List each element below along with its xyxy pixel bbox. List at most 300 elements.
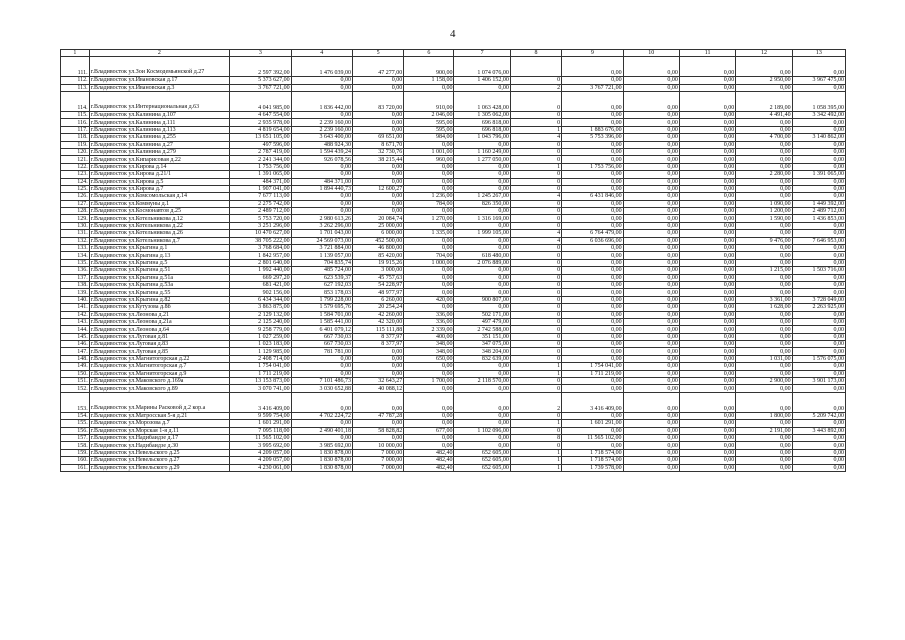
- value-cell: 0,00: [679, 245, 735, 252]
- value-cell: 0,00: [291, 171, 352, 178]
- value-cell: 1 063 428,00: [454, 91, 510, 111]
- table-row: [61, 412, 846, 419]
- value-cell: 9 258 779,00: [230, 326, 291, 333]
- row-number-cell: 122.: [61, 163, 90, 170]
- value-cell: 1 999 105,00: [454, 230, 510, 237]
- value-cell: 0: [510, 171, 561, 178]
- value-cell: 0: [510, 215, 561, 222]
- value-cell: 0,00: [736, 274, 792, 281]
- value-cell: 0,00: [679, 348, 735, 355]
- value-cell: 0,00: [623, 435, 679, 442]
- address-cell: г.Владивосток ул.Кирова д.7: [89, 185, 229, 192]
- value-cell: 7 101 486,73: [291, 378, 352, 385]
- value-cell: 0,00: [679, 178, 735, 185]
- table-row: [61, 193, 846, 200]
- value-cell: 0,00: [736, 222, 792, 229]
- value-cell: 0,00: [562, 427, 623, 434]
- value-cell: 2 490 401,18: [291, 427, 352, 434]
- value-cell: 0: [510, 289, 561, 296]
- value-cell: 6 000,00: [353, 230, 404, 237]
- value-cell: 0,00: [404, 274, 454, 281]
- row-number-cell: 142.: [61, 311, 90, 318]
- row-number-cell: 140.: [61, 296, 90, 303]
- value-cell: 0,00: [679, 119, 735, 126]
- value-cell: 0,00: [404, 267, 454, 274]
- value-cell: 0,00: [679, 363, 735, 370]
- table-row: [61, 363, 846, 370]
- value-cell: 0,00: [454, 435, 510, 442]
- value-cell: 0,00: [623, 289, 679, 296]
- value-cell: 0,00: [562, 412, 623, 419]
- value-cell: 488 924,30: [291, 141, 352, 148]
- value-cell: 0,00: [562, 215, 623, 222]
- value-cell: 0,00: [679, 222, 735, 229]
- value-cell: 0,00: [736, 311, 792, 318]
- row-number-cell: 160.: [61, 457, 90, 464]
- table-row: [61, 237, 846, 244]
- value-cell: 652 605,00: [454, 464, 510, 471]
- value-cell: 3 416 409,00: [562, 392, 623, 412]
- row-number-cell: 143.: [61, 318, 90, 325]
- value-cell: 3 361,00: [736, 296, 792, 303]
- value-cell: 0,00: [792, 420, 845, 427]
- value-cell: 0,00: [679, 341, 735, 348]
- value-cell: 1 236,00: [404, 193, 454, 200]
- value-cell: 1 270,00: [404, 215, 454, 222]
- value-cell: 420,00: [404, 296, 454, 303]
- value-cell: 0: [510, 311, 561, 318]
- address-cell: г.Владивосток ул.Кирова д.14: [89, 163, 229, 170]
- value-cell: 0,00: [291, 435, 352, 442]
- value-cell: 0,00: [291, 208, 352, 215]
- value-cell: 0,00: [792, 435, 845, 442]
- value-cell: 347 075,00: [454, 341, 510, 348]
- value-cell: 1 711 219,00: [562, 370, 623, 377]
- address-cell: г.Владивосток ул.Ивановская д.17: [89, 77, 229, 84]
- value-cell: 0,00: [792, 341, 845, 348]
- table-row: [61, 281, 846, 288]
- value-cell: 0: [510, 296, 561, 303]
- value-cell: 0,00: [623, 141, 679, 148]
- value-cell: 0,00: [454, 385, 510, 392]
- value-cell: 0,00: [792, 281, 845, 288]
- table-row: [61, 378, 846, 385]
- value-cell: 2 489 712,00: [792, 208, 845, 215]
- column-header: 8: [510, 50, 561, 57]
- value-cell: 1 391 065,00: [230, 171, 291, 178]
- table-row: [61, 222, 846, 229]
- value-cell: 0,00: [562, 57, 623, 77]
- value-cell: 0,00: [562, 304, 623, 311]
- value-cell: 2 935 978,00: [230, 119, 291, 126]
- value-cell: 0,00: [562, 355, 623, 362]
- value-cell: 1 074 076,00: [454, 57, 510, 77]
- value-cell: 3 967 475,00: [792, 77, 845, 84]
- address-cell: г.Владивосток ул.Крыгина д.82: [89, 296, 229, 303]
- value-cell: 0: [510, 412, 561, 419]
- value-cell: 0,00: [623, 111, 679, 118]
- value-cell: 0,00: [736, 193, 792, 200]
- value-cell: 0,00: [404, 237, 454, 244]
- value-cell: 0,00: [679, 412, 735, 419]
- table-row: [61, 111, 846, 118]
- value-cell: 6 260,00: [353, 296, 404, 303]
- value-cell: 0,00: [404, 385, 454, 392]
- value-cell: 0: [510, 111, 561, 118]
- table-row: [61, 163, 846, 170]
- table-row: [61, 178, 846, 185]
- row-number-cell: 137.: [61, 274, 90, 281]
- value-cell: 2 239 160,00: [291, 126, 352, 133]
- value-cell: 13 651 105,00: [230, 134, 291, 141]
- address-cell: г.Владивосток ул.Котельникова д.12: [89, 215, 229, 222]
- value-cell: 38 215,44: [353, 156, 404, 163]
- table-row: [61, 449, 846, 456]
- value-cell: 0,00: [679, 311, 735, 318]
- value-cell: 4 700,00: [736, 134, 792, 141]
- address-cell: г.Владивосток ул.Крыгина д.51: [89, 267, 229, 274]
- row-number-cell: 149.: [61, 363, 90, 370]
- row-number-cell: 135.: [61, 259, 90, 266]
- value-cell: 85 420,00: [353, 252, 404, 259]
- value-cell: 0,00: [623, 171, 679, 178]
- value-cell: 4: [510, 230, 561, 237]
- address-cell: г.Владивосток ул.Магнитогорская д.9: [89, 370, 229, 377]
- table-row: [61, 274, 846, 281]
- value-cell: 8 377,97: [353, 341, 404, 348]
- value-cell: 1 406 152,00: [454, 77, 510, 84]
- value-cell: 0,00: [623, 200, 679, 207]
- value-cell: 0,00: [404, 185, 454, 192]
- value-cell: 0,00: [679, 296, 735, 303]
- value-cell: 0,00: [562, 333, 623, 340]
- value-cell: 0,00: [562, 289, 623, 296]
- table-row: [61, 370, 846, 377]
- value-cell: 0,00: [562, 178, 623, 185]
- value-cell: 1 335,00: [404, 230, 454, 237]
- address-cell: г.Владивосток ул.Калинина д.113: [89, 126, 229, 133]
- value-cell: 0,00: [623, 318, 679, 325]
- value-cell: 1: [510, 163, 561, 170]
- table-row: [61, 333, 846, 340]
- value-cell: 1 842 957,00: [230, 252, 291, 259]
- table-row: [61, 77, 846, 84]
- value-cell: 0,00: [623, 259, 679, 266]
- value-cell: 32 730,76: [353, 148, 404, 155]
- value-cell: 669 297,20: [230, 274, 291, 281]
- value-cell: 10 000,00: [353, 442, 404, 449]
- value-cell: 0,00: [562, 222, 623, 229]
- value-cell: 4: [510, 193, 561, 200]
- address-cell: г.Владивосток ул.Коммуны д.1: [89, 200, 229, 207]
- value-cell: 42 320,00: [353, 318, 404, 325]
- value-cell: 2 980 613,26: [291, 215, 352, 222]
- value-cell: 1 718 574,00: [562, 457, 623, 464]
- row-number-cell: 132.: [61, 237, 90, 244]
- value-cell: 0: [510, 341, 561, 348]
- value-cell: 0: [510, 281, 561, 288]
- row-number-cell: 129.: [61, 215, 90, 222]
- value-cell: 2 597 392,00: [230, 57, 291, 77]
- value-cell: 0,00: [623, 341, 679, 348]
- value-cell: 0,00: [454, 141, 510, 148]
- value-cell: 0: [510, 252, 561, 259]
- value-cell: 2 275 742,00: [230, 200, 291, 207]
- value-cell: 0,00: [679, 134, 735, 141]
- value-cell: 0,00: [623, 392, 679, 412]
- value-cell: 0,00: [623, 370, 679, 377]
- table-row: [61, 119, 846, 126]
- value-cell: 482,40: [404, 464, 454, 471]
- value-cell: 497 596,00: [230, 141, 291, 148]
- address-cell: г.Владивосток ул.Невельского д.25: [89, 449, 229, 456]
- value-cell: 0,00: [623, 363, 679, 370]
- value-cell: 8 377,97: [353, 333, 404, 340]
- value-cell: 0,00: [404, 84, 454, 91]
- address-cell: г.Владивосток ул.Кирова д.5: [89, 178, 229, 185]
- row-number-cell: 159.: [61, 449, 90, 456]
- value-cell: 4 647 554,00: [230, 111, 291, 118]
- table-row: [61, 141, 846, 148]
- value-cell: 2 900,00: [736, 378, 792, 385]
- value-cell: 45 757,63: [353, 274, 404, 281]
- table-row: [61, 134, 846, 141]
- table-row: [61, 435, 846, 442]
- value-cell: 336,00: [404, 311, 454, 318]
- value-cell: 984,00: [404, 134, 454, 141]
- table-row: [61, 304, 846, 311]
- column-header: 7: [454, 50, 510, 57]
- value-cell: 0,00: [679, 57, 735, 77]
- row-number-cell: 152.: [61, 385, 90, 392]
- value-cell: 902 156,00: [230, 289, 291, 296]
- value-cell: 0,00: [623, 215, 679, 222]
- value-cell: 826 350,00: [454, 200, 510, 207]
- value-cell: 0,00: [736, 156, 792, 163]
- value-cell: 1: [510, 370, 561, 377]
- value-cell: 0,00: [623, 304, 679, 311]
- value-cell: 650,00: [404, 355, 454, 362]
- value-cell: 0,00: [562, 296, 623, 303]
- value-cell: 19 915,26: [353, 259, 404, 266]
- value-cell: 0: [510, 185, 561, 192]
- value-cell: 0,00: [353, 111, 404, 118]
- value-cell: 900 807,00: [454, 296, 510, 303]
- value-cell: 0,00: [736, 259, 792, 266]
- value-cell: 0,00: [736, 318, 792, 325]
- value-cell: 0,00: [736, 252, 792, 259]
- row-number-cell: 116.: [61, 119, 90, 126]
- value-cell: 1 628,00: [736, 304, 792, 311]
- column-header: 10: [623, 50, 679, 57]
- value-cell: 0,00: [623, 77, 679, 84]
- value-cell: 0,00: [736, 341, 792, 348]
- value-cell: 1 700,00: [404, 378, 454, 385]
- value-cell: 0,00: [736, 392, 792, 412]
- value-cell: 484 371,00: [230, 178, 291, 185]
- value-cell: 4 819 654,00: [230, 126, 291, 133]
- value-cell: 0,00: [679, 148, 735, 155]
- value-cell: 1 579 695,76: [291, 304, 352, 311]
- value-cell: 2 191,00: [736, 427, 792, 434]
- value-cell: 0,00: [562, 119, 623, 126]
- value-cell: 0,00: [353, 178, 404, 185]
- row-number-cell: 120.: [61, 148, 90, 155]
- value-cell: 47 787,28: [353, 412, 404, 419]
- address-cell: г.Владивосток ул.Невельского д.29: [89, 464, 229, 471]
- column-header: 11: [679, 50, 735, 57]
- row-number-cell: 112.: [61, 77, 90, 84]
- value-cell: 0,00: [454, 171, 510, 178]
- value-cell: 1 090,00: [736, 200, 792, 207]
- address-cell: г.Владивосток ул.Магнитогорская д.7: [89, 363, 229, 370]
- value-cell: 1 058 395,00: [792, 91, 845, 111]
- value-cell: 0,00: [454, 178, 510, 185]
- value-cell: 595,00: [404, 126, 454, 133]
- value-cell: 0,00: [404, 222, 454, 229]
- value-cell: 0,00: [404, 370, 454, 377]
- value-cell: 0,00: [792, 274, 845, 281]
- value-cell: 10 470 627,00: [230, 230, 291, 237]
- value-cell: 83 720,00: [353, 91, 404, 111]
- value-cell: 1 799 228,00: [291, 296, 352, 303]
- value-cell: 0,00: [404, 289, 454, 296]
- address-cell: г.Владивосток ул.Луговая д.81: [89, 333, 229, 340]
- value-cell: 1 836 442,00: [291, 91, 352, 111]
- table-row: [61, 91, 846, 111]
- value-cell: 696 818,00: [454, 126, 510, 133]
- value-cell: 0: [510, 119, 561, 126]
- value-cell: 0,00: [623, 267, 679, 274]
- value-cell: 0,00: [792, 193, 845, 200]
- value-cell: 1 476 039,00: [291, 57, 352, 77]
- value-cell: 0,00: [454, 84, 510, 91]
- value-cell: 0,00: [353, 163, 404, 170]
- value-cell: 832 639,00: [454, 355, 510, 362]
- value-cell: 0,00: [291, 363, 352, 370]
- value-cell: 0,00: [623, 91, 679, 111]
- value-cell: 0,00: [792, 326, 845, 333]
- value-cell: 0,00: [454, 163, 510, 170]
- value-cell: 0,00: [404, 442, 454, 449]
- value-cell: 0: [510, 148, 561, 155]
- row-number-cell: 134.: [61, 252, 90, 259]
- value-cell: 2 408 714,00: [230, 355, 291, 362]
- value-cell: 0,00: [454, 370, 510, 377]
- value-cell: 0,00: [404, 208, 454, 215]
- value-cell: 3 863 875,00: [230, 304, 291, 311]
- value-cell: 0,00: [562, 311, 623, 318]
- value-cell: 0,00: [291, 111, 352, 118]
- value-cell: 351 151,00: [454, 333, 510, 340]
- value-cell: 0: [510, 304, 561, 311]
- value-cell: 400,00: [404, 333, 454, 340]
- value-cell: 1 594 439,24: [291, 148, 352, 155]
- value-cell: 1: [510, 464, 561, 471]
- value-cell: 5 753 720,00: [230, 215, 291, 222]
- value-cell: 0,00: [736, 449, 792, 456]
- value-cell: 0,00: [353, 119, 404, 126]
- value-cell: 2 339,00: [404, 326, 454, 333]
- value-cell: 0,00: [623, 385, 679, 392]
- table-row: [61, 208, 846, 215]
- value-cell: 0,00: [736, 84, 792, 91]
- value-cell: 0,00: [792, 185, 845, 192]
- row-number-cell: 157.: [61, 435, 90, 442]
- value-cell: 0,00: [623, 57, 679, 77]
- table-body: [61, 57, 846, 472]
- value-cell: 0,00: [679, 274, 735, 281]
- value-cell: 1 830 878,00: [291, 449, 352, 456]
- value-cell: 0: [510, 427, 561, 434]
- value-cell: 0,00: [679, 193, 735, 200]
- value-cell: 0,00: [792, 84, 845, 91]
- value-cell: 0,00: [736, 119, 792, 126]
- value-cell: 0,00: [404, 435, 454, 442]
- value-cell: 1 753 756,00: [562, 163, 623, 170]
- value-cell: 0,00: [291, 355, 352, 362]
- column-header: 4: [291, 50, 352, 57]
- value-cell: 0,00: [679, 208, 735, 215]
- row-number-cell: 139.: [61, 289, 90, 296]
- row-number-cell: 144.: [61, 326, 90, 333]
- value-cell: 0,00: [454, 412, 510, 419]
- value-cell: 595,00: [404, 119, 454, 126]
- value-cell: 0,00: [623, 378, 679, 385]
- row-number-cell: 126.: [61, 193, 90, 200]
- value-cell: 0,00: [679, 237, 735, 244]
- value-cell: 704 835,74: [291, 259, 352, 266]
- row-number-cell: 148.: [61, 355, 90, 362]
- value-cell: 0,00: [679, 84, 735, 91]
- value-cell: 1 585 441,00: [291, 318, 352, 325]
- value-cell: 0,00: [736, 333, 792, 340]
- address-cell: г.Владивосток ул.Крыгина д.51а: [89, 274, 229, 281]
- value-cell: 0: [510, 77, 561, 84]
- address-cell: г.Владивосток ул.Морозова д.7: [89, 420, 229, 427]
- value-cell: 11 565 102,00: [562, 435, 623, 442]
- table-row: [61, 392, 846, 412]
- value-cell: 1 023 183,00: [230, 341, 291, 348]
- address-cell: г.Владивосток ул.Крыгина д.1: [89, 245, 229, 252]
- value-cell: 0,00: [562, 326, 623, 333]
- value-cell: 3 985 692,00: [291, 442, 352, 449]
- row-number-cell: 158.: [61, 442, 90, 449]
- value-cell: 0,00: [792, 333, 845, 340]
- value-cell: 3 000,00: [353, 267, 404, 274]
- value-cell: 0,00: [291, 77, 352, 84]
- value-cell: 48 977,97: [353, 289, 404, 296]
- value-cell: 482,40: [404, 457, 454, 464]
- value-cell: 1 576 075,00: [792, 355, 845, 362]
- value-cell: 0,00: [623, 208, 679, 215]
- value-cell: 0,00: [679, 318, 735, 325]
- value-cell: 1 830 878,00: [291, 457, 352, 464]
- value-cell: 3 721 884,00: [291, 245, 352, 252]
- table-row: [61, 420, 846, 427]
- value-cell: 0,00: [792, 259, 845, 266]
- value-cell: 960,00: [404, 156, 454, 163]
- value-cell: 0,00: [291, 420, 352, 427]
- value-cell: 0,00: [623, 355, 679, 362]
- table-row: [61, 156, 846, 163]
- table-row: [61, 427, 846, 434]
- value-cell: 0,00: [623, 134, 679, 141]
- value-cell: 2 189,00: [736, 91, 792, 111]
- value-cell: 6 401 079,12: [291, 326, 352, 333]
- value-cell: 46 800,00: [353, 245, 404, 252]
- value-cell: 0,00: [562, 77, 623, 84]
